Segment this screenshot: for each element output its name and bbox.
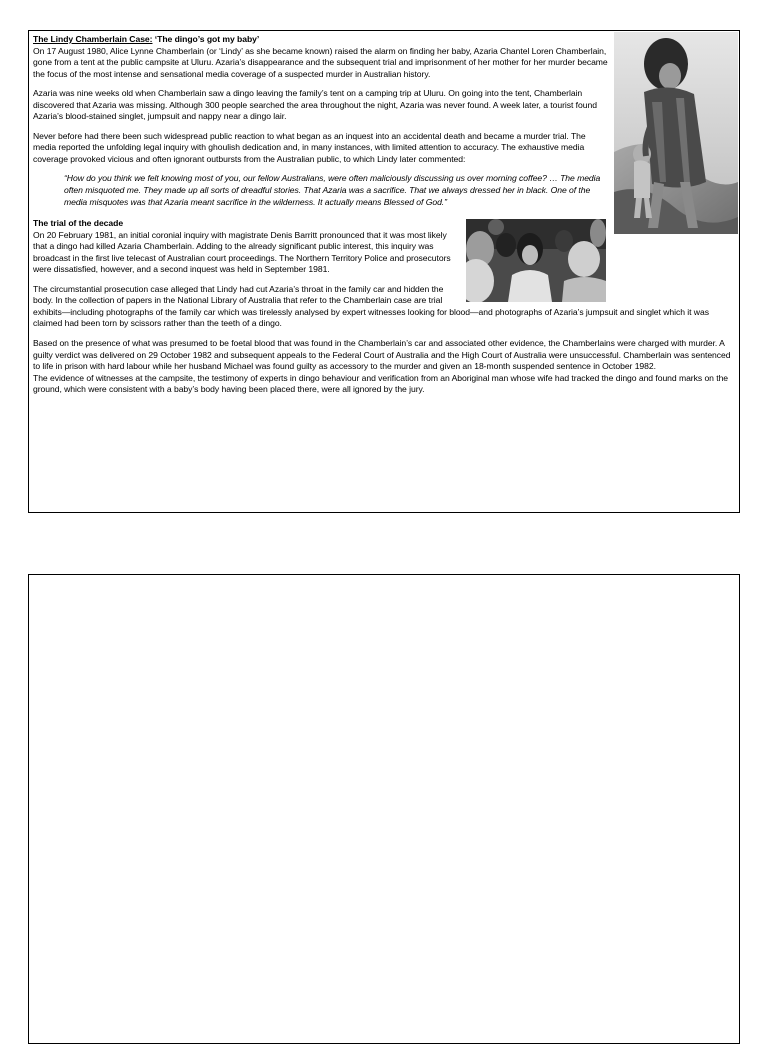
photo-lindy-with-crowd xyxy=(466,219,606,302)
lindy-quote: “How do you think we felt knowing most of you, our fellow Australians, were often maliciously discussing us over morning coffee? … The media often misquoted me. They made up all sorts of dreadful stories. That Azaria was a sacrifice. That we always dressed her in black. One of the media misquotes was that Azaria meant sacrifice in the wilderness. It actually means Blessed of God.” xyxy=(64,173,601,207)
paragraph-verdict: Based on the presence of what was presumed to be foetal blood that was found in the Chamberlain’s car and associated other evidence, the Chamberlains were charged with murder. A guilty verdict was delivered on 29 October 1982 and subsequent appeals to the Federal Court of Australia and the High Court of Australia were unsuccessful. Chamberlain was sentenced to life in prison with hard labour while her husband Michael was found guilty as accessory to the murder and given an 18-month suspended sentence in October 1982. xyxy=(33,338,731,372)
paragraph-public-reaction: Never before had there been such widespread public reaction to what began as an inquest into an accidental death and became a murder trial. The media reported the unfolding legal inquiry with ghoulish dedication and, in many instances, with limited attention to accuracy. The exhaustive media coverage provoked vicious and often ignorant outbursts from the Australian public, to which Lindy later commented: xyxy=(33,130,586,164)
trial-heading: The trial of the decade xyxy=(33,218,124,229)
paragraph-disappearance: Azaria was nine weeks old when Chamberlain saw a dingo leaving the family’s tent on a camping trip at Uluru. On going into the tent, Chamberlain discovered that Azaria was missing. Although 300 people searched the area throughout the night, Azaria was never found. A week later, a tourist found Azaria’s blood-stained singlet, jumpsuit and nappy near a dingo lair. xyxy=(33,88,597,122)
article-box xyxy=(28,30,740,513)
paragraph-prosecution-case: The circumstantial prosecution case alleged that Lindy had cut Azaria’s throat in the family car and hidden the body. In the collection of papers in the National Library of Australia that refer to the Chamberlain case are trial exhibits—including photographs of the family car which was tirelessly analysed by expert witnesses looking for blood—and photographs of Azaria’s jumpsuit and singlet which it was claimed had been torn by scissors rather than the teeth of a dingo. xyxy=(33,283,709,329)
empty-answer-box xyxy=(28,574,740,1044)
paragraph-intro: On 17 August 1980, Alice Lynne Chamberlain (or ‘Lindy’ as she became known) raised the alarm on finding her baby, Azaria Chantel Loren Chamberlain, gone from a tent at the public campsite at Uluru. Azaria’s disappearance and the subsequent trial and imprisonment of her mother for her murder became the focus of the most intense and sensational media coverage of a suspected murder in Australian history. xyxy=(33,45,608,79)
paragraph-ignored-evidence: The evidence of witnesses at the campsite, the testimony of experts in dingo behaviour and verification from an Aboriginal man whose wife had tracked the dingo and found marks on the ground, which were consistent with a baby’s body having been placed there, were all ignored by the jury. xyxy=(33,372,729,395)
photo-lindy-chamberlain-at-uluru xyxy=(614,32,738,234)
case-heading-underlined: The Lindy Chamberlain Case: xyxy=(33,34,153,44)
paragraph-coronial-inquiry: On 20 February 1981, an initial coronial inquiry with magistrate Denis Barritt pronounced that it was most likely that a dingo had killed Azaria Chamberlain. Adding to the already significant public interest, this inquiry was broadcast in the first live telecast of Australian court proceedings. The Northern Territory Police and prosecutors were dissatisfied, however, and a second inquest was held in September 1981. xyxy=(33,229,451,275)
case-heading-subtitle: ‘The dingo’s got my baby’ xyxy=(152,34,260,44)
